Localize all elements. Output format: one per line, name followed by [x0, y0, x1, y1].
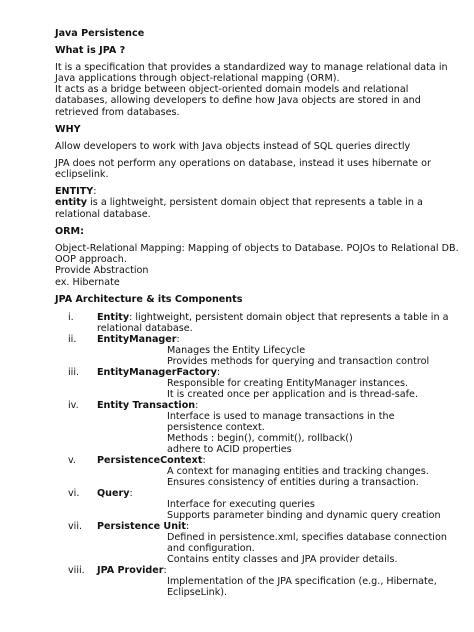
list-term-desc: : lightweight, persistent domain object that represents a table in a [129, 312, 449, 323]
entity-heading: ENTITY [55, 186, 94, 197]
list-item-entitymanager [97, 334, 180, 346]
list-item-entity [97, 312, 448, 324]
entity-term: entity [55, 197, 88, 208]
list-desc: Interface is used to manage transactions in the [167, 411, 395, 422]
entity-definition [55, 197, 423, 209]
list-item-persistencecontext [97, 455, 206, 467]
list-number: iii. [68, 367, 80, 378]
list-desc: It is created once per application and is thread-safe. [167, 389, 419, 400]
why-line: Allow developers to work with Java objects instead of SQL queries directly [55, 141, 411, 152]
list-desc: Responsible for creating EntityManager instances. [167, 378, 409, 389]
list-number: vi. [68, 488, 80, 499]
document-title: Java Persistence [55, 28, 145, 39]
entity-heading-row [55, 186, 96, 198]
arch-heading: JPA Architecture & its Components [55, 294, 243, 305]
list-term: Persistence Unit [97, 521, 186, 532]
list-number: iv. [68, 400, 79, 411]
orm-line: Object-Relational Mapping: Mapping of objects to Database. POJOs to Relational DB. [55, 243, 459, 254]
list-number: vii. [68, 521, 83, 532]
entity-line: is a lightweight, persistent domain object that represents a table in a [87, 197, 423, 208]
list-continuation: relational database. [97, 323, 193, 334]
whatis-heading: What is JPA ? [55, 45, 126, 56]
list-term-colon: : [185, 521, 190, 532]
list-term: PersistenceContext [97, 455, 203, 466]
whatis-line: It is a specification that provides a standardized way to manage relational data in [55, 62, 448, 73]
list-desc: A context for managing entities and tracking changes. [167, 466, 429, 477]
list-item-jpa-provider [97, 565, 167, 577]
entity-line: relational database. [55, 209, 151, 220]
list-term: Entity Transaction [97, 400, 196, 411]
why-heading: WHY [55, 124, 81, 135]
why-line: JPA does not perform any operations on database, instead it uses hibernate or [55, 158, 431, 169]
orm-line: ex. Hibernate [55, 277, 120, 288]
entity-heading-colon: : [93, 186, 97, 197]
list-term: EntityManager [97, 334, 177, 345]
list-desc: Interface for executing queries [167, 499, 315, 510]
orm-heading: ORM: [55, 226, 84, 237]
orm-line: OOP approach. [55, 254, 127, 265]
list-number: i. [68, 312, 74, 323]
list-item-entity-transaction [97, 400, 198, 412]
list-term-colon: : [129, 488, 133, 499]
list-desc: Implementation of the JPA specification (e.g., Hibernate, [167, 576, 437, 587]
whatis-line: Java applications through object-relational mapping (ORM). [55, 73, 340, 84]
whatis-line: It acts as a bridge between object-oriented domain models and relational [55, 84, 409, 95]
list-desc: and configuration. [167, 543, 255, 554]
list-desc: persistence context. [167, 422, 265, 433]
list-number: ii. [68, 334, 77, 345]
list-term: Query [97, 488, 130, 499]
list-desc: Manages the Entity Lifecycle [167, 345, 306, 356]
list-desc: Defined in persistence.xml, specifies database connection [167, 532, 447, 543]
list-term: JPA Provider [97, 565, 164, 576]
list-item-query [97, 488, 133, 500]
list-term: EntityManagerFactory [97, 367, 217, 378]
whatis-line: retrieved from databases. [55, 107, 180, 118]
list-term-colon: : [163, 565, 167, 576]
why-line: eclipselink. [55, 169, 109, 180]
list-desc: Contains entity classes and JPA provider details. [167, 554, 398, 565]
list-desc: Provides methods for querying and transaction control [167, 356, 430, 367]
list-term: Entity [97, 312, 130, 323]
list-desc: Ensures consistency of entities during a transaction. [167, 477, 419, 488]
list-item-persistence-unit [97, 521, 189, 533]
list-item-entitymanagerfactory [97, 367, 220, 379]
whatis-line: databases, allowing developers to define how Java objects are stored in and [55, 95, 421, 106]
list-desc: Supports parameter binding and dynamic query creation [167, 510, 441, 521]
list-desc: Methods : begin(), commit(), rollback() [167, 433, 353, 444]
list-desc: adhere to ACID properties [167, 444, 292, 455]
list-desc: EclipseLink). [167, 587, 228, 598]
list-term-colon: : [202, 455, 206, 466]
list-term-colon: : [176, 334, 180, 345]
list-number: viii. [68, 565, 85, 576]
orm-line: Provide Abstraction [55, 265, 149, 276]
list-term-colon: : [195, 400, 199, 411]
list-number: v. [68, 455, 76, 466]
list-term-colon: : [216, 367, 221, 378]
